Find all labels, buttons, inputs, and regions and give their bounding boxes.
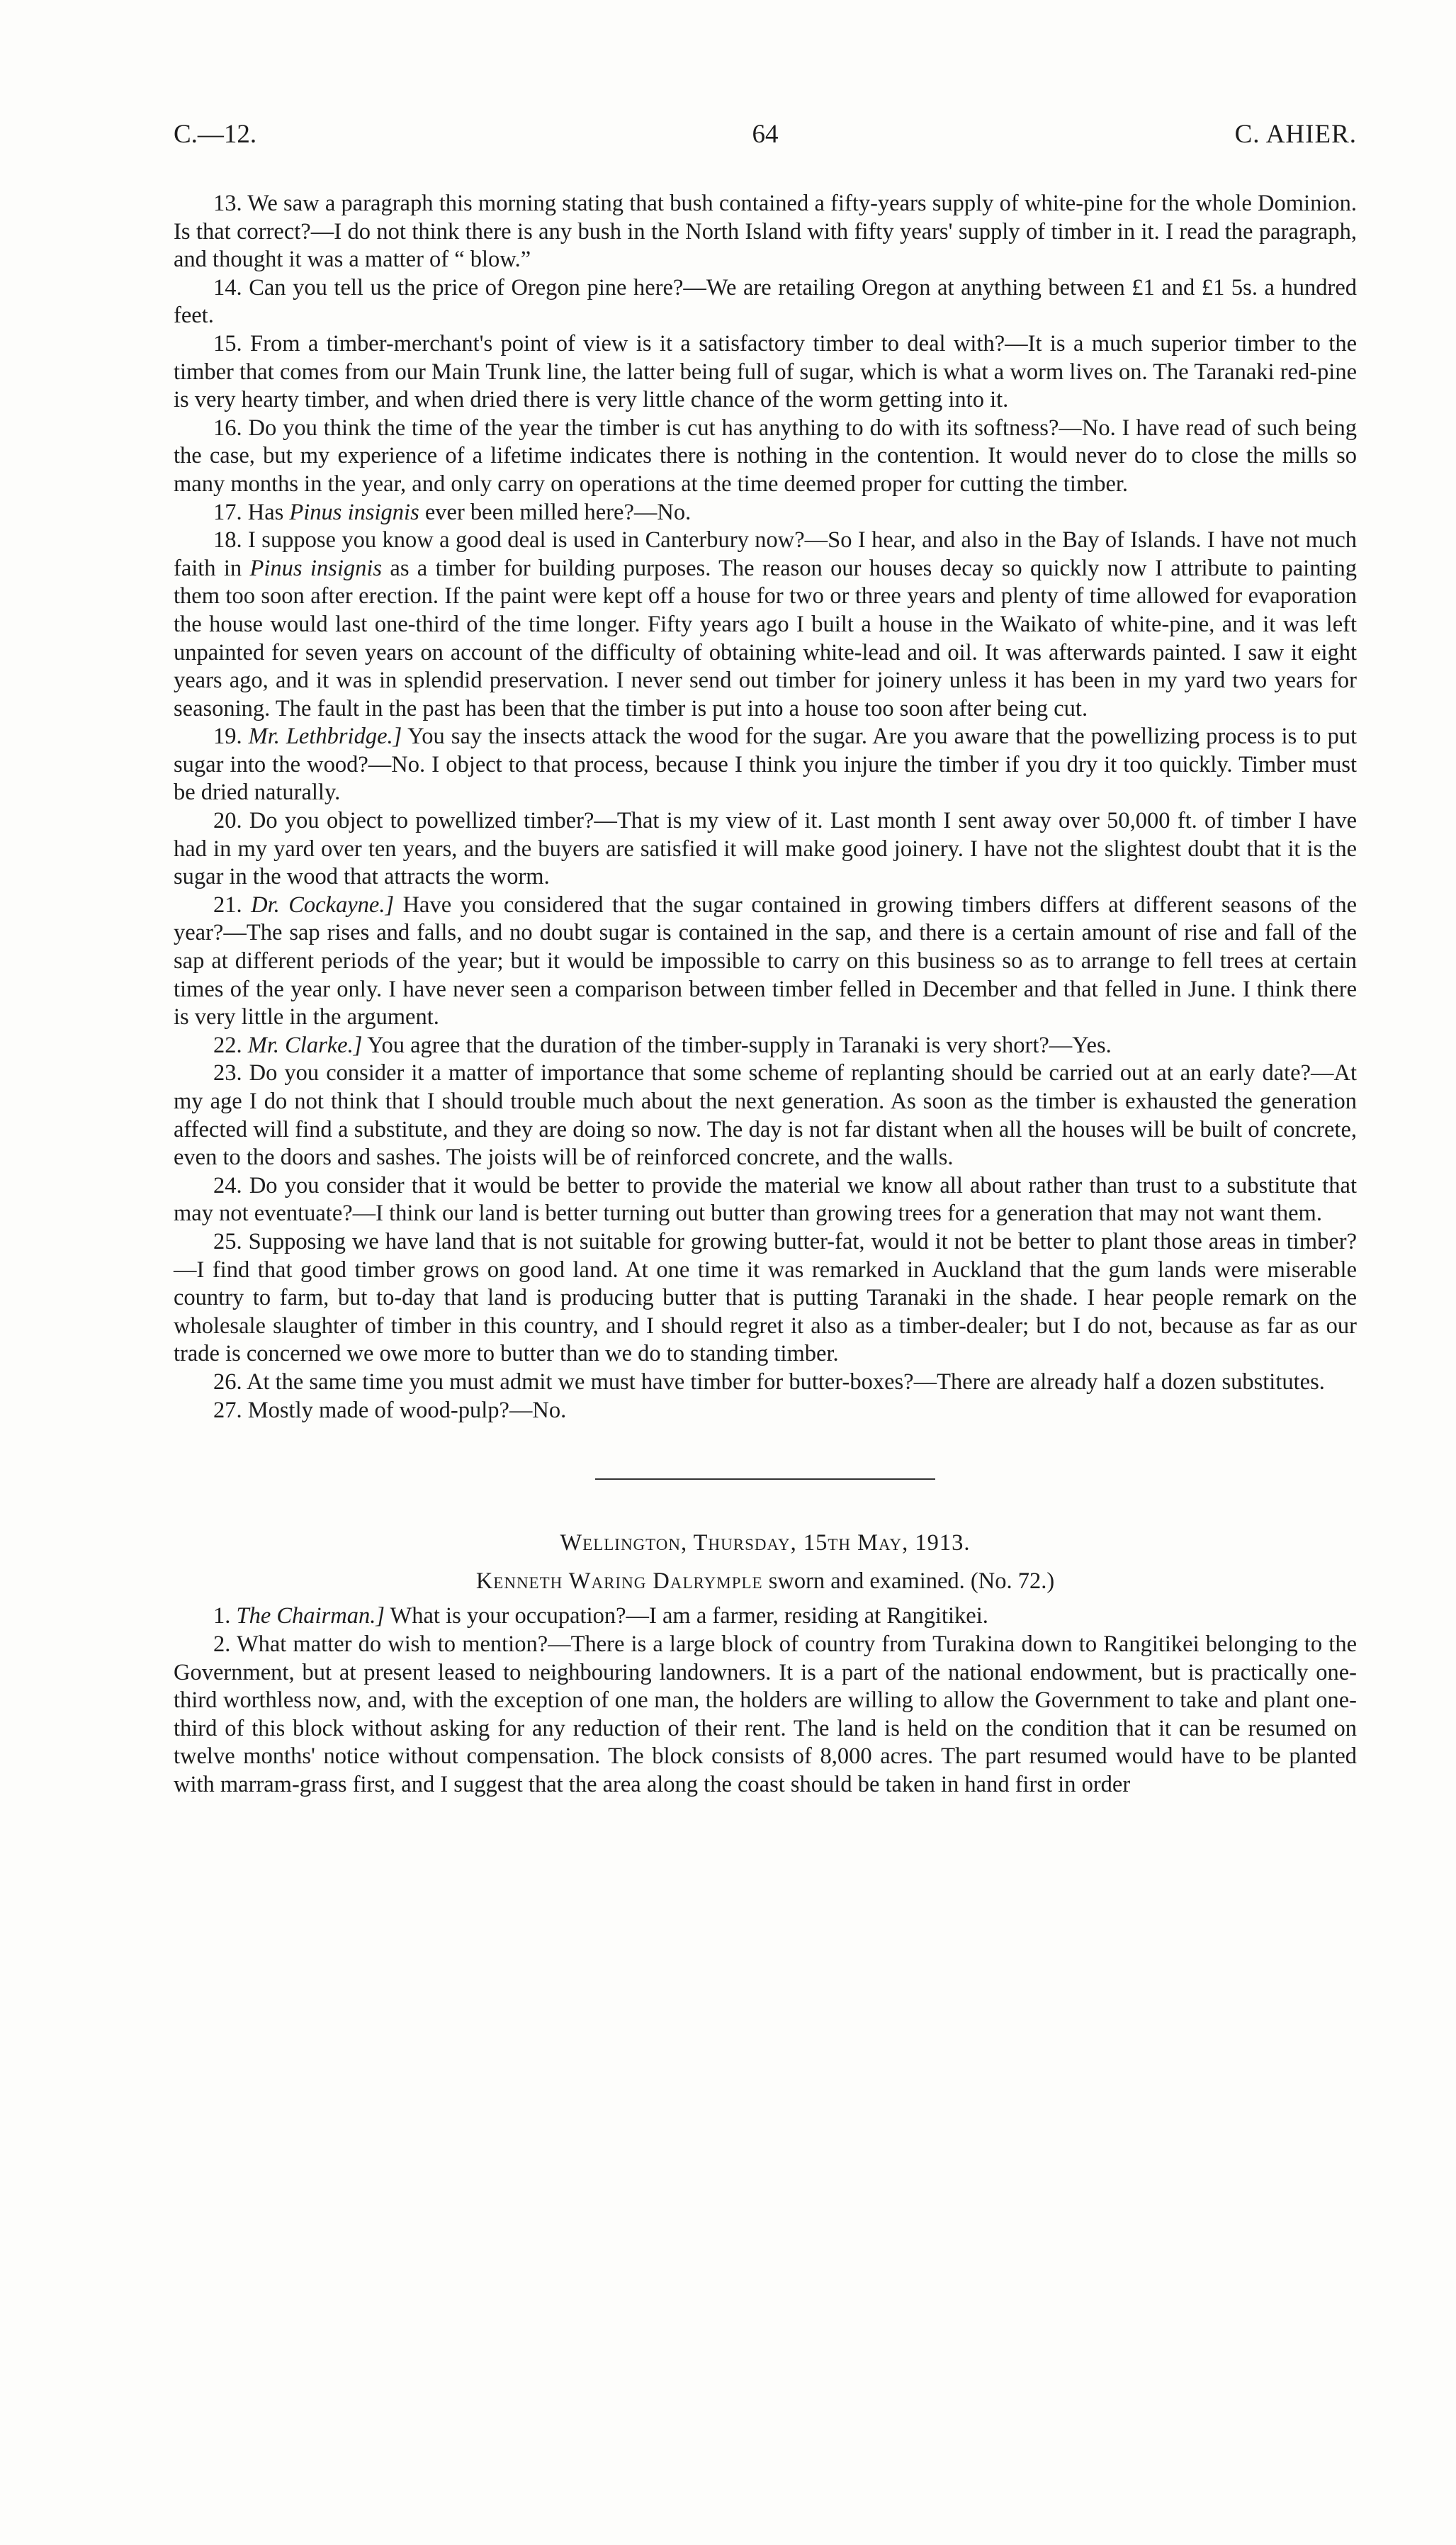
page-header bbox=[174, 119, 1357, 162]
question-24: 24. Do you consider that it would be better to provide the material we know all about rather than trust to a substitute that may not eventuate?—I think our land is better turning out butter than growing trees for a generation that may not want them. bbox=[174, 1172, 1358, 1227]
question-17: 17. Has Pinus insignis ever been milled here?—No. bbox=[213, 499, 692, 525]
question-18: 18. I suppose you know a good deal is used in Canterbury now?—So I hear, and also in the Bay of Islands. I have not much faith in Pinus insignis as a timber for building purposes. The reason our houses decay so quickly now I attribute to painting them too soon after erection. If the paint were kept off a house for two or three years and plenty of time allowed for evaporation the house would last one-third of the time longer. Fifty years ago I built a house in the Waikato of white-pine, and it was left unpainted for seven years on account of the difficulty of obtaining white-lead and oil. It was afterwards painted. I saw it eight years ago, and it was in splendid preservation. I never send out timber for joinery unless it has been in my yard two years for seasoning. The fault in the past has been that the timber is put into a house too soon after being cut. bbox=[174, 527, 1358, 721]
question-20: 20. Do you object to powellized timber?—That is my view of it. Last month I sent away over 50,000 ft. of timber I have had in my yard over ten years, and the buyers are satisfied it will make good joinery. I have not the slightest doubt that it is the sugar in the wood that attracts the worm. bbox=[174, 808, 1357, 890]
document-reference: C.—12. bbox=[174, 120, 257, 149]
question-22: 22. Mr. Clarke.] You agree that the duration of the timber-supply in Taranaki is very short?—Yes. bbox=[213, 1032, 1112, 1058]
question-21: 21. Dr. Cockayne.] Have you considered that the sugar contained in growing timbers differs at different seasons of the year?—The sap rises and falls, and no doubt sugar is contained in the sap, and there is a certain amount of rise and fall of the sap at different periods of the year; but it would be impossible to carry on this business so as to arrange to fell trees at certain times of the year only. I have never seen a comparison between timber felled in December and that felled in June. I think there is very little in the argument. bbox=[174, 892, 1357, 1030]
witness-running-head: C. AHIER. bbox=[1234, 120, 1357, 149]
speaker: The Chairman.] bbox=[236, 1603, 385, 1629]
question-16: 16. Do you think the time of the year the timber is cut has anything to do with its softness?—No. I have read of such being the case, but my experience of a lifetime indicates there is nothing in the contention. It would never do to close the mills so many months in the year, and only carry on operations at the time deemed proper for cutting the timber. bbox=[174, 415, 1358, 497]
session-dateline: Wellington, Thursday, 15th May, 1913. bbox=[560, 1530, 971, 1556]
question-1: 1. The Chairman.] What is your occupation?—I am a farmer, residing at Rangitikei. bbox=[213, 1603, 988, 1629]
speaker: Mr. Lethbridge.] bbox=[248, 724, 402, 750]
witness-heading: Kenneth Waring Dalrymple sworn and examined. (No. 72.) bbox=[475, 1568, 1055, 1594]
question-27: 27. Mostly made of wood-pulp?—No. bbox=[213, 1397, 567, 1423]
section-divider bbox=[595, 1478, 935, 1480]
question-2: 2. What matter do wish to mention?—There is a large block of country from Turakina down to Rangitikei belonging to the Government, but at present leased to neighbouring landowners. It is a part of the national endowment, but is practically one-third worthless now, and, with the exception of one man, the holders are willing to allow the Government to take and plant one-third of this block without asking for any reduction of their rent. The land is held on the condition that it can be resumed on twelve months' notice without compensation. The block consists of 8,000 acres. The part resumed would have to be planted with marram-grass first, and I suggest that the area along the coast should be taken in hand first in order bbox=[174, 1631, 1357, 1797]
page-body bbox=[174, 190, 1357, 1799]
question-15: 15. From a timber-merchant's point of view is it a satisfactory timber to deal with?—It is a much superior timber to the timber that comes from our Main Trunk line, the latter being full of sugar, which is what a worm lives on. The Taranaki red-pine is very hearty timber, and when dried there is very little chance of the worm getting into it. bbox=[174, 330, 1357, 413]
speaker: Dr. Cockayne.] bbox=[251, 892, 395, 918]
question-23: 23. Do you consider it a matter of importance that some scheme of replanting should be carried out at an early date?—At my age I do not think that I should trouble much about the next generation. As soon as the timber is exhausted the generation affected will find a substitute, and they are doing so now. The day is not far distant when all the houses will be built of concrete, even to the doors and sashes. The joists will be of reinforced concrete, and the walls. bbox=[174, 1060, 1358, 1171]
question-19: 19. Mr. Lethbridge.] You say the insects attack the wood for the sugar. Are you aware that the powellizing process is to put sugar into the wood?—No. I object to that process, because I think you injure the timber if you dry it too quickly. Timber must be dried naturally. bbox=[174, 724, 1357, 806]
page-number: 64 bbox=[752, 120, 779, 149]
question-25: 25. Supposing we have land that is not suitable for growing butter-fat, would it not be better to plant those areas in timber?—I find that good timber grows on good land. At one time it was remarked in Auckland that the gum lands were miserable country to farm, but to-day that land is producing butter that is putting Taranaki in the shade. I hear people remark on the wholesale slaughter of timber in this country, and I should regret it also as a timber-dealer; but I do not, because as far as our trade is concerned we owe more to butter than we do to standing timber. bbox=[174, 1228, 1357, 1367]
question-26: 26. At the same time you must admit we must have timber for butter-boxes?—There are already half a dozen substitutes. bbox=[213, 1369, 1325, 1395]
question-14: 14. Can you tell us the price of Oregon pine here?—We are retailing Oregon at anything between £1 and £1 5s. a hundred feet. bbox=[174, 274, 1358, 329]
speaker: Mr. Clarke.] bbox=[247, 1032, 363, 1058]
question-13: 13. We saw a paragraph this morning stating that bush contained a fifty-years supply of white-pine for the whole Dominion. Is that correct?—I do not think there is any bush in the North Island with fifty years' supply of timber in it. I read the paragraph, and thought it was a matter of “ blow.” bbox=[174, 191, 1357, 273]
